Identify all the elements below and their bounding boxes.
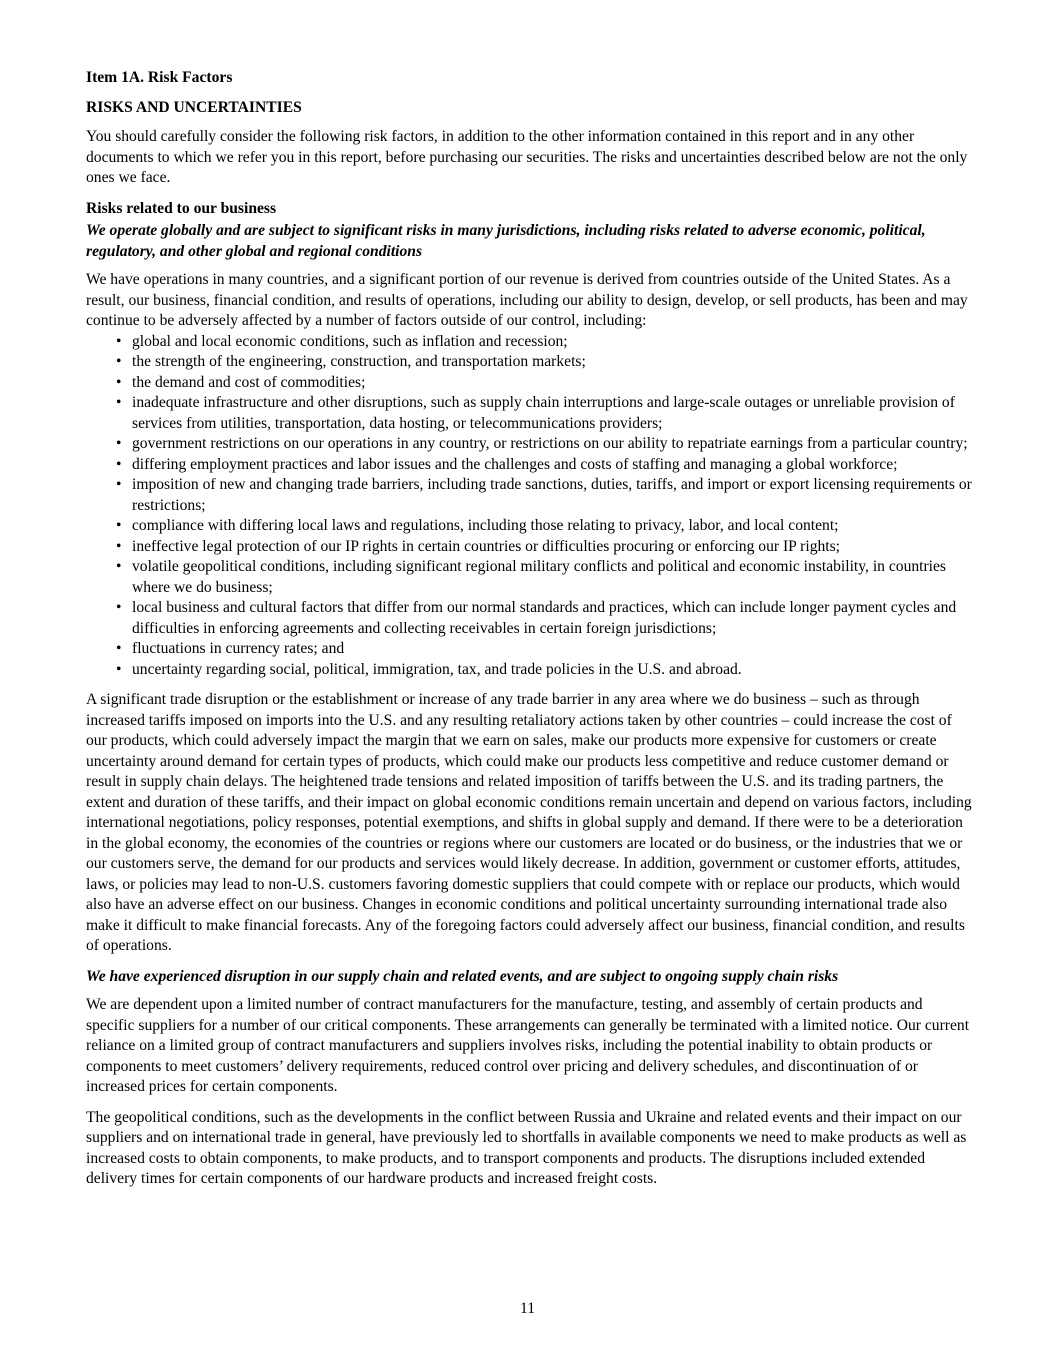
risk-global-title: We operate globally and are subject to significant risks in many jurisdictions, including risks related to adverse economic, political, regulatory, and other global and regional conditions (86, 222, 926, 260)
list-item: • global and local economic conditions, such as inflation and recession; (116, 332, 972, 353)
risk-global-lead: We have operations in many countries, and a significant portion of our revenue is derived from countries outside of the United States. As a result, our business, financial condition, and results of operations, including our ability to design, develop, or sell products, has been and may continue to be adversely affected by a number of factors outside of our control, including: (86, 271, 968, 329)
bullet-icon: • (116, 435, 122, 452)
bullet-icon: • (116, 394, 122, 411)
risk-factor-list (86, 332, 972, 681)
list-item: • the demand and cost of commodities; (116, 373, 972, 394)
bullet-icon: • (116, 332, 122, 350)
list-item: • the strength of the engineering, construction, and transportation markets; (116, 352, 972, 373)
bullet-icon: • (116, 476, 122, 493)
bullet-icon: • (116, 455, 122, 473)
bullet-icon: • (116, 558, 122, 575)
bullet-icon: • (116, 537, 122, 555)
section-heading: RISKS AND UNCERTAINTIES (86, 98, 302, 116)
bullet-icon: • (116, 599, 122, 616)
business-risks-heading: Risks related to our business (86, 199, 277, 217)
list-item: • imposition of new and changing trade barriers, including trade sanctions, duties, tariffs, and import or export licensing requirements or restrictions; (116, 476, 972, 514)
list-item: • inadequate infrastructure and other disruptions, such as supply chain interruptions and large-scale outages or unreliable provision of services from utilities, transportation, data hosting, or telecommunications providers; (116, 394, 955, 432)
list-item: • volatile geopolitical conditions, including significant regional military conflicts and political and economic instability, in countries where we do business; (116, 558, 947, 596)
item-heading: Item 1A. Risk Factors (86, 69, 233, 86)
bullet-icon: • (116, 660, 122, 678)
list-item: • differing employment practices and labor issues and the challenges and costs of staffing and managing a global workforce; (116, 455, 972, 476)
list-item: • uncertainty regarding social, political, immigration, tax, and trade policies in the U.S. and abroad. (116, 660, 972, 681)
bullet-icon: • (116, 517, 122, 534)
list-item: • ineffective legal protection of our IP rights in certain countries or difficulties procuring or enforcing our IP rights; (116, 537, 972, 558)
bullet-icon: • (116, 353, 122, 370)
trade-disruption-paragraph: A significant trade disruption or the establishment or increase of any trade barrier in any area where we do business – such as through increased tariffs imposed on imports into the U.S. and any resulting retaliatory actions taken by other countries – could increase the cost of our products, which could adversely impact the margin that we earn on sales, make our products more expensive for customers or create uncertainty around demand for certain types of products, which could make our products less competitive and reduce customer demand or result in supply chain delays. The heightened trade tensions and related imposition of tariffs between the U.S. and its trading partners, the extent and duration of these tariffs, and their impact on global economic conditions remain uncertain and depend on various factors, including international negotiations, policy responses, potential exemptions, and shifts in global supply and demand. If there were to be a deterioration in the global economy, the economies of the countries or regions where our customers are located or do business, or the industries that we or our customers serve, the demand for our products and services would likely decrease. In addition, government or customer efforts, attitudes, laws, or policies may lead to non-U.S. customers favoring domestic suppliers that could compete with or replace our products, which would also have an adverse effect on our business. Changes in economic conditions and political uncertainty surrounding international trade also make it difficult to make financial forecasts. Any of the foregoing factors could adversely affect our business, financial condition, and results of operations. (86, 691, 972, 954)
page-number: 11 (519, 1300, 535, 1317)
document-page (86, 68, 972, 1200)
list-item: • government restrictions on our operations in any country, or restrictions on our ability to repatriate earnings from a particular country; (116, 434, 972, 455)
list-item: • local business and cultural factors that differ from our normal standards and practices, which can include longer payment cycles and difficulties in enforcing agreements and collecting receivables in certain foreign jurisdictions; (116, 599, 957, 637)
supply-chain-paragraph-1: We are dependent upon a limited number of contract manufacturers for the manufacture, testing, and assembly of certain products and specific suppliers for a number of our critical components. These arrangements can generally be terminated with a limited notice. Our current reliance on a limited group of contract manufacturers and suppliers involves risks, including the potential inability to obtain products or components to meet customers’ delivery requirements, reduced control over pricing and delivery schedules, and discontinuation of or increased prices for certain components. (86, 996, 970, 1095)
bullet-icon: • (116, 373, 122, 391)
risk-supply-chain-title: We have experienced disruption in our supply chain and related events, and are subject to ongoing supply chain risks (86, 967, 839, 985)
supply-chain-paragraph-2: The geopolitical conditions, such as the developments in the conflict between Russia and Ukraine and related events and their impact on our suppliers and on international trade in general, have previously led to shortfalls in available components we need to make products as well as increased costs to obtain components, to make products, and to transport components and products. The disruptions included extended delivery times for certain components of our hardware products and increased freight costs. (86, 1108, 967, 1187)
intro-paragraph: You should carefully consider the following risk factors, in addition to the other information contained in this report and in any other documents to which we refer you in this report, before purchasing our securities. The risks and uncertainties described below are not the only ones we face. (86, 128, 968, 186)
list-item: • compliance with differing local laws and regulations, including those relating to privacy, labor, and local content; (116, 516, 972, 537)
list-item: • fluctuations in currency rates; and (116, 639, 972, 660)
bullet-icon: • (116, 640, 122, 657)
